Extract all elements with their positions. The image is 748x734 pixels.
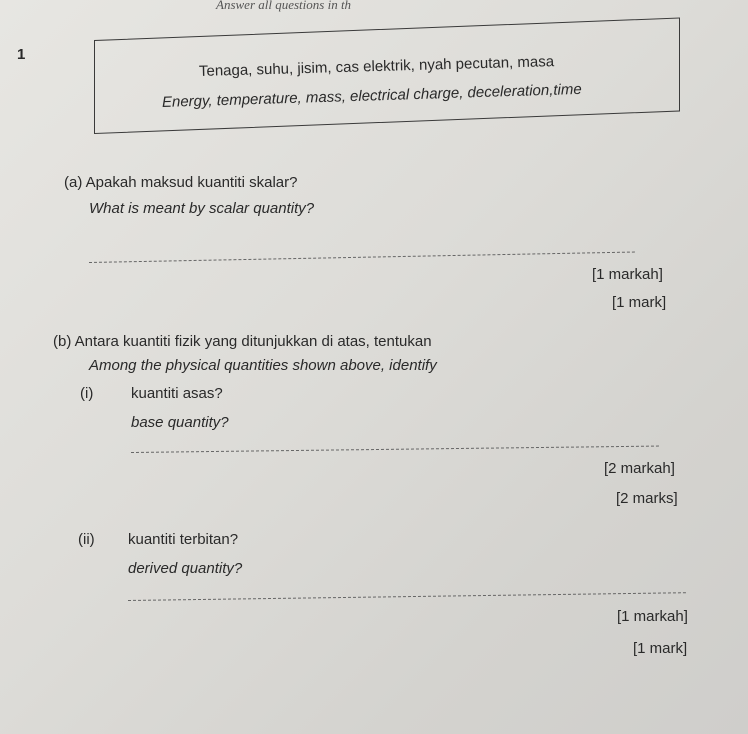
part-a-question-english: What is meant by scalar quantity? xyxy=(89,200,315,217)
part-a-marks-english: [1 mark] xyxy=(612,294,667,311)
part-b-question-malay: (b) Antara kuantiti fizik yang ditunjukkan di atas, tentukan xyxy=(53,333,432,350)
part-a-answer-line[interactable] xyxy=(89,252,635,263)
part-b-i-marks-english: [2 marks] xyxy=(616,490,678,507)
part-b-ii-marks-english: [1 mark] xyxy=(633,640,688,657)
part-b-ii-malay: kuantiti terbitan? xyxy=(128,531,239,548)
part-b-i-marks-malay: [2 markah] xyxy=(604,460,675,477)
part-b-i-answer-line[interactable] xyxy=(131,446,659,453)
part-b-i-malay: kuantiti asas? xyxy=(131,385,223,402)
quantities-malay: Tenaga, suhu, jisim, cas elektrik, nyah pecutan, masa xyxy=(198,53,555,80)
part-b-i-english: base quantity? xyxy=(131,414,229,431)
part-a-marks-malay: [1 markah] xyxy=(592,266,663,283)
part-b-i-number: (i) xyxy=(80,385,94,402)
part-b-question-english: Among the physical quantities shown above, identify xyxy=(89,357,437,374)
part-a-question-malay: (a) Apakah maksud kuantiti skalar? xyxy=(64,174,298,191)
part-b-ii-answer-line[interactable] xyxy=(128,592,686,601)
part-b-ii-marks-malay: [1 markah] xyxy=(617,608,688,625)
header-note: Answer all questions in th xyxy=(216,0,352,12)
part-b-ii-number: (ii) xyxy=(78,531,95,548)
question-number: 1 xyxy=(17,46,26,63)
part-b-ii-english: derived quantity? xyxy=(128,560,243,577)
quantities-english: Energy, temperature, mass, electrical charge, deceleration,time xyxy=(161,80,582,111)
